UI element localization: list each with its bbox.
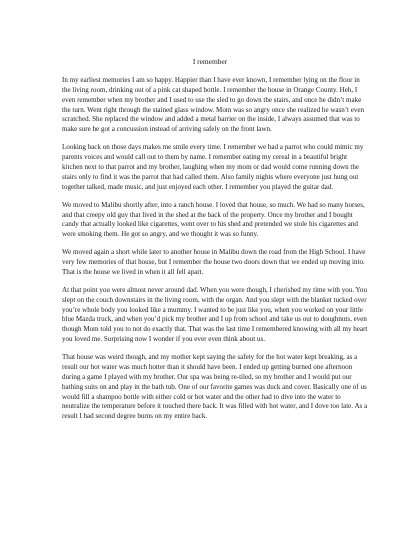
paragraph-1: In my earliest memories I am so happy. Happier than I have ever known, I remember lying on the floor in the living room, drinking out of a pink cat shaped bottle. I remember the house in Orange County. Heh, I even remember when my brother and I used to use the sled to go down the stairs, and once he didn’t make the turn. Went right through the stained glass window. Mom was so angry once she realized he wasn’t even scratched. She replaced the window and added a metal barrier on the inside, I always assumed that was to make sure he got a concussion instead of arriving safely on the front lawn. [62,76,365,134]
paragraph-6: That house was weird though, and my mother kept saying the safety for the hot water kept breaking, as a result our hot water was much hotter than it should have been. I ended up getting burned one afternoon during a game I played with my brother. Our spa was being re-tiled, so my brother and I would put our bathing suits on and play in the bath tub. One of our favorite games was duck and cover. Basically one of us would fill a shampoo bottle with either cold or hot water and the other had to dive into the water to neutralize the temperature before it touched there back. It was filled with hot water, and I dove too late. As a result I had second degree burns on my entire back. [62,353,368,421]
paragraph-2: Looking back on those days makes me smile every time. I remember we had a parrot who could mimic my parents voices and would call out to them by name. I remember eating my cereal in a beautiful bright kitchen next to that parrot and my brother, laughing when my mom or dad would come running down the stairs only to find it was the parrot that had called them. Also family nights where everyone just hung out together talked, made music, and just enjoyed each other. I remember you played the guitar dad. [62,143,364,191]
paragraph-3: We moved to Malibu shortly after, into a ranch house. I loved that house, so much. We had so many horses, and that creepy old guy that lived in the shed at the back of the property. Once my brother and I bought candy that actually looked like cigarettes, went over to his shed and pretended we stole his cigarettes and were smoking them. He got so angry, and we thought it was so funny. [62,200,365,239]
document-body [62,76,368,430]
paragraph-5: At that point you were almost never around dad. When you were though, I cherished my time with you. You slept on the couch downstairs in the living room, with the organ. And you slept with the blanket tucked over you’re whole body you looked like a mummy. I wanted to be just like you, when you worked on your little blue Mazda truck, and when you’d pick my brother and I up from school and take us out to doughnuts, even though Mom told you to not do exactly that. That was the last time I remembered knowing with all my heart you loved me. Surprising now I wonder if you ever even think about us. [62,285,368,344]
paragraph-4: We moved again a short while later to another house in Malibu down the road from the High School. I have very few memories of that house, but I remember the house two doors down that we ended up moving into. That is the house we lived in when it all fell apart. [62,248,366,276]
document-title: I remember [192,57,228,66]
